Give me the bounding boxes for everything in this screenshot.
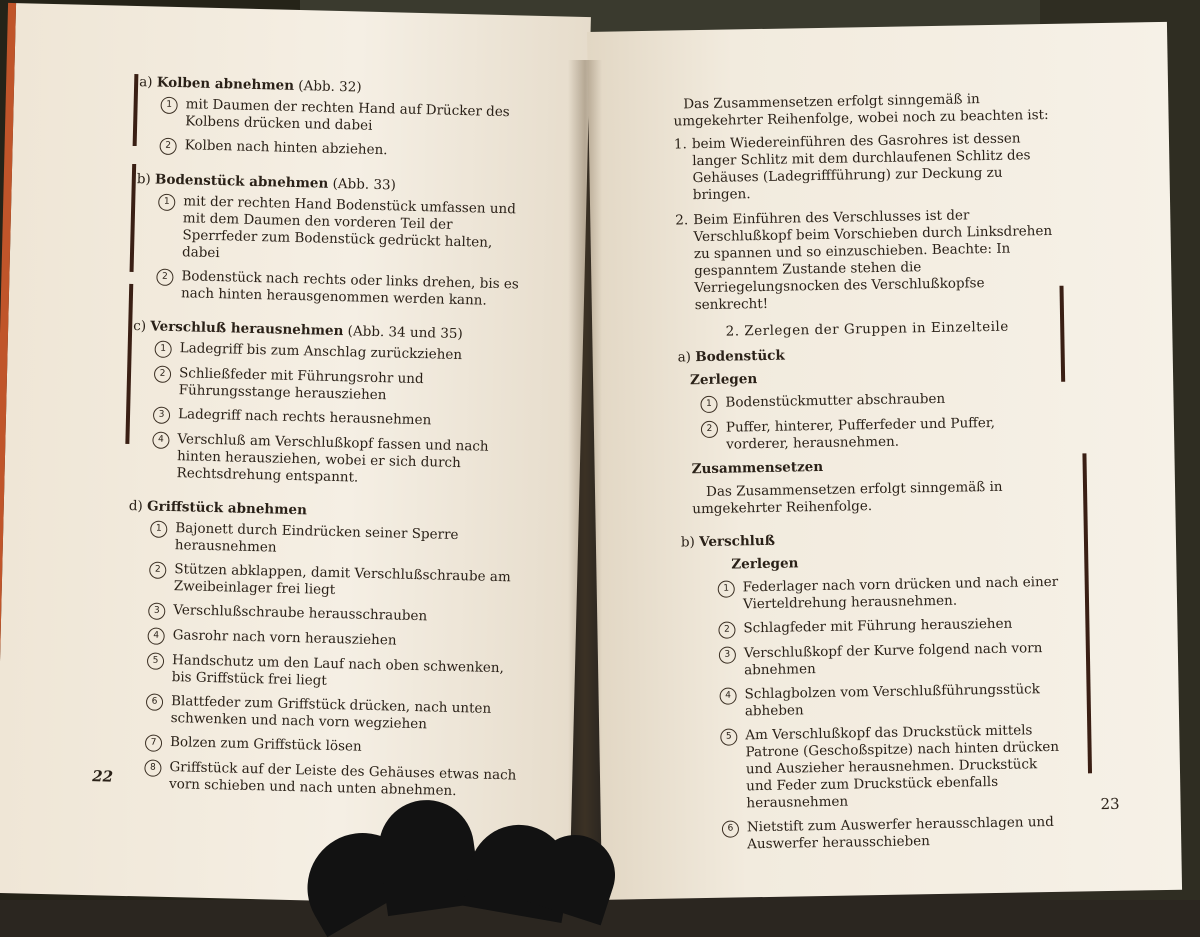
- list-item: 2 Bodenstück nach rechts oder links drehen, bis es nach hinten herausgenommen werden kann.: [156, 268, 530, 311]
- list-item: 4 Verschluß am Verschlußkopf fassen und nach hinten herausziehen, wobei er sich durch Rechtsdrehung entspannt.: [151, 431, 525, 491]
- list-item: 1 Bodenstückmutter abschrauben: [700, 389, 1058, 413]
- section-heading: a) Bodenstück: [677, 347, 785, 366]
- list-item: 8 Griffstück auf der Leiste des Gehäuses etwas nach vorn schieben und nach unten abnehmen.: [144, 758, 518, 801]
- list-item: 6 Nietstift zum Auswerfer herausschlagen und Auswerfer herausschieben: [722, 814, 1067, 854]
- page-number: 22: [91, 767, 114, 786]
- list-item: 6 Blattfeder zum Griffstück drücken, nach unten schwenken und nach vorn wegziehen: [145, 692, 519, 735]
- list-item: 1 Ladegriff bis zum Anschlag zurückziehen: [154, 340, 527, 367]
- section-heading: b) Verschluß: [680, 532, 776, 551]
- list-item: 4 Gasrohr nach vorn herausziehen: [147, 626, 520, 653]
- left-page-content: [122, 74, 535, 808]
- list-item: 3 Ladegriff nach rechts herausnehmen: [153, 406, 526, 433]
- intro-text: Das Zusammensetzen erfolgt sinngemäß in umgekehrter Reihenfolge, wobei noch zu beachten ist:: [673, 91, 1049, 130]
- subheading-zusammensetzen: Zusammensetzen: [691, 458, 824, 478]
- list-item: 2 Stützen abklappen, damit Verschlußschraube am Zweibeinlager frei liegt: [149, 560, 523, 603]
- left-page: [0, 3, 591, 907]
- list-item: 4 Schlagbolzen vom Verschlußführungsstück abheben: [719, 681, 1064, 721]
- numbered-point: 1. beim Wiedereinführen des Gasrohres ist dessen langer Schlitz mit dem durchlaufenen Schlitz des Gehäuses (Ladegriffführung) zur Deckung zu bringen.: [673, 130, 1031, 204]
- section-heading: c) Verschluß herausnehmen (Abb. 34 und 35): [133, 318, 463, 343]
- section-heading: d) Griffstück abnehmen: [128, 497, 308, 519]
- chapter-heading: 2. Zerlegen der Gruppen in Einzelteile: [725, 318, 1009, 340]
- list-item: 5 Am Verschlußkopf das Druckstück mittels Patrone (Geschoßspitze) nach hinten drücken und Auszieher herausnehmen. Druckstück und Feder zum Druckstück ebenfalls herausnehmen: [720, 722, 1065, 813]
- list-item: 5 Handschutz um den Lauf nach oben schwenken, bis Griffstück frei liegt: [146, 651, 520, 694]
- margin-bar: [1082, 453, 1092, 773]
- list-item: 1 Federlager nach vorn drücken und nach einer Vierteldrehung herausnehmen.: [718, 574, 1063, 614]
- section-heading: b) Bodenstück abnehmen (Abb. 33): [136, 171, 397, 194]
- right-page: [587, 22, 1182, 900]
- list-item: 3 Verschlußkopf der Kurve folgend nach vorn abnehmen: [719, 640, 1064, 680]
- book-gutter: [568, 60, 602, 900]
- reassembly-text: Das Zusammensetzen erfolgt sinngemäß in umgekehrter Reihenfolge.: [692, 478, 1003, 518]
- list-item: 2 Kolben nach hinten abziehen.: [159, 137, 532, 164]
- subheading-zerlegen: Zerlegen: [731, 555, 799, 573]
- list-item: 2 Schließfeder mit Führungsrohr und Führungsstange herausziehen: [153, 365, 527, 408]
- numbered-point: 2. Beim Einführen des Verschlusses ist der Verschlußkopf beim Vorschieben durch Linksdrehen zu spannen und so einzuschieben. Beachte: In gespanntem Zustande stehen die Verriegelungsnocken des Verschlußkopfse senkrecht!: [675, 207, 1053, 314]
- subheading-zerlegen: Zerlegen: [689, 371, 758, 389]
- list-item: 2 Puffer, hinterer, Pufferfeder und Puffer, vorderer, herausnehmen.: [701, 414, 1060, 454]
- list-item: 1 mit Daumen der rechten Hand auf Drücker des Kolbens drücken und dabei: [160, 96, 534, 139]
- list-item: 2 Schlagfeder mit Führung herausziehen: [718, 615, 1062, 639]
- section-heading: a) Kolben abnehmen (Abb. 32): [138, 74, 362, 96]
- list-item: 7 Bolzen zum Griffstück lösen: [145, 733, 518, 760]
- list-item: 1 Bajonett durch Eindrücken seiner Sperre herausnehmen: [150, 520, 524, 563]
- margin-bar: [1060, 286, 1066, 382]
- page-number: 23: [1100, 794, 1120, 814]
- list-item: 3 Verschlußschraube herausschrauben: [148, 601, 521, 628]
- list-item: 1 mit der rechten Hand Bodenstück umfassen und mit dem Daumen den vorderen Teil der Sperrfeder zum Bodenstück gedrückt halten, dabei: [157, 193, 532, 270]
- right-page-content: [673, 90, 1066, 862]
